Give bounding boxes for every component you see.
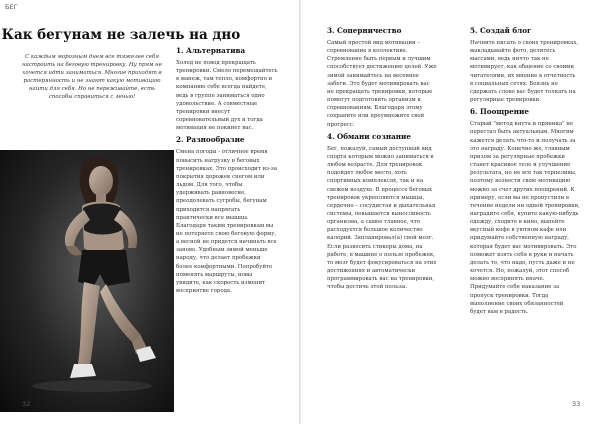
section-2-text: Смена погоды - отличное время повысить нагрузку в беговых тренировках. Это происходит из-за покрытия дорожек снегом или льдом. Для того, чтобы удерживать равновесие, преодолевать сугробы, бегунам приходится напрягать практически все мышцы. Благодаря таким тренировкам вы не потеряете свою беговую форму, а весной не придется начинать все заново. Удобным зимой меньше народу, что делает пробежки более комфортными. Попробуйте поменять маршруты, новы увидите, как скорость изменит восприятие города.	[176, 149, 277, 295]
section-6-text: Старый "метод кнута и пряника" не перестал быть актуальным. Многим кажется делать что-то и получать за это награду. Конечно же, главным призом за регулярные пробежки станет красивое тело и улучшение результата, но не все так терпеливы, поэтому вознести свою мотивацию можно за счет других поощрений. К примеру, если вы не пропустили в течение недели ни одной тренировки, наградите себя, купите какую-нибудь одежду, сходите в кино, выпейте вкусный кофе в уютном кафе или придумайте собственную награду, которая будет вас мотивировать. Это поможет взять себя в руки и начать делать то, что надо, пусть даже и не хочется. Но, пожалуй, этот способ можно воспринять иначе. Придумайте себе наказание за пропуск тренировки. Тогда выполнение своих обязанностей будет вам в радость.	[470, 121, 580, 315]
running-woman-photo	[0, 150, 174, 412]
page-number-right: 33	[572, 400, 581, 408]
section-tag: БЕГ	[5, 3, 18, 11]
section-2-heading: 2. Разнообразие	[176, 135, 245, 145]
article-intro: С каждым морозным днем все тяжелее себя настроить на беговую тренировку. Ну прям не хочется идти заниматься. Многие приходят в растерянность и не знают какую мотивацию найти для себя. Но не переживайте, есть способы справиться с ленью!	[22, 54, 162, 101]
section-6-heading: 6. Поощрение	[470, 107, 529, 117]
section-1-text: Холод не повод прекращать тренировки. Смело перемещайтесь в манеж, там тепло, комфортно и компанию себе всегда найдете, ведь в группе заниматься одно удовольствие. А совместные тренировки внесут соревновательный дух и тогда мотивация не покинет вас.	[176, 60, 278, 132]
article-title: Как бегунам не залечь на дно	[1, 27, 241, 43]
left-column	[176, 46, 278, 295]
section-5-heading: 5. Создай блог	[470, 26, 532, 35]
section-4-text: Бег, пожалуй, самый доступный вид спорта которым можно заниматься в любом возрасте. Для тренировок подойдет любое место, хоть спортивных комплексах, так и на свежем воздухе. В процессе беговых тренировок укрепляются мышцы, сердечно – сосудистая и дыхательная системы, повышается выносливость организма, а самое главное, что расходуется большое количество калорий. Запланировал(а) свой мозг. Если развесить стикеры дома, на работе, в машине о пользе пробежек, то мозг будет фокусироваться на этих достижениях и автоматически программировать вас на тренировки, чтобы достичь этой пользы.	[327, 145, 437, 291]
section-3-heading: 3. Соперничество	[327, 26, 402, 35]
section-3-text: Самый простой вид мотивации – соревнование в коллективе. Стремление быть первым и лучшим способствует достижению целей. Уже зимой занимайтесь на весеннее забеги. Это будет мотивировать вас не прекращать тренировки, которые помогут подготовить организм к соревнованиям. Благодаря этому сохраните или преумножите свой прогресс.	[327, 40, 437, 128]
running-woman-illustration	[0, 150, 174, 412]
right-column-1	[327, 26, 437, 292]
section-4-heading: 4. Обмани сознание	[327, 131, 411, 141]
section-1-heading: 1. Альтернатива	[176, 46, 246, 55]
left-page	[0, 0, 299, 424]
right-column-2	[470, 26, 580, 316]
page-number-left: 32	[22, 400, 31, 408]
section-5-text: Начните писать о своих тренировках, выкладывайте фото, делитесь массами, ведь ничто так не мотивирует, как общение со своими читателями, их мнение в отчетность в социальных сетях. Боязнь не сдержать слово вас будет толкать на регулярные тренировки.	[470, 40, 579, 104]
